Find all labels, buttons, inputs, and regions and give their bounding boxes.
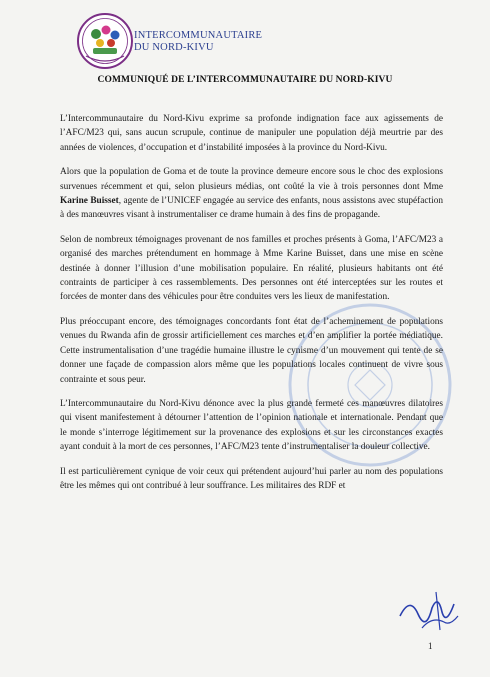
org-name-line2: DU NORD-KIVU: [134, 41, 214, 53]
org-name-line1: INTERCOMMUNAUTAIRE: [134, 30, 263, 41]
page-number: 1: [428, 641, 433, 651]
paragraph-1: L’Intercommunautaire du Nord-Kivu exprime sa profonde indignation face aux agissements de l’AFC/M23 qui, sans aucun scrupule, continue de manipuler une population déjà meurtrie par des années de violences, d’occupation et d’instabilité imposées à la province du Nord-Kivu.: [60, 114, 443, 153]
paragraph-4: Plus préoccupant encore, des témoignages concordants font état de l’acheminement de populations venues du Rwanda afin de grossir artificiellement ces marches et d’en amplifier la portée médiatique. Cette instrumentalisation d’une tragédie humaine illustre le cynisme d’un mouvement qui tente de se donner une façade de compassion alors même que les populations locales continuent de vivre sous contrainte et sous peur.: [60, 316, 443, 385]
document-title: COMMUNIQUÉ DE L’INTERCOMMUNAUTAIRE DU NORD-KIVU: [97, 75, 393, 85]
letterhead: [76, 10, 376, 72]
paragraph-2-part-a: Alors que la population de Goma et de toute la province demeure encore sous le choc des explosions survenues récemment et qui, selon plusieurs médias, ont coûté la vie à trois personnes dont Mme: [60, 167, 443, 192]
organization-name: [134, 30, 262, 53]
paragraph-6: Il est particulièrement cynique de voir ceux qui prétendent aujourd’hui parler au nom des populations être les mêmes qui ont contribué à leur souffrance. Les militaires des RDF et: [60, 466, 443, 491]
document-body: [60, 112, 443, 503]
handwritten-signature-icon: [392, 586, 462, 636]
paragraph-5: L’Intercommunautaire du Nord-Kivu dénonce avec la plus grande fermeté ces manœuvres dilatoires qui visent manifestement à détourner l’attention de l’opinion nationale et internationale. Pendant que le monde s’interroge légitimement sur la provenance des explosions et sur les circonstances exactes ayant conduit à la mort de ces personnes, l’AFC/M23 tente d’instrumentaliser la douleur collective.: [60, 398, 443, 453]
paragraph-2-part-b: , agente de l’UNICEF engagée au service des enfants, nous assistons avec stupéfaction à des manœuvres visant à instrumentaliser ce drame humain à des fins de propagande.: [60, 196, 443, 221]
paragraph-3: Selon de nombreux témoignages provenant de nos familles et proches présents à Goma, l’AFC/M23 a organisé des marches prétendument en hommage à Mme Karine Buisset, dans une mise en scène destinée à donner l’illusion d’une mobilisation populaire. En réalité, plusieurs habitants ont été contraints de participer à ces rassemblements. Des personnes ont été interceptées sur les routes et forcées de monter dans des véhicules pour être conduites vers les lieux de manifestation.: [60, 234, 443, 303]
intercommunautaire-logo-icon: [76, 12, 134, 70]
paragraph-2: [60, 165, 443, 223]
person-name: Karine Buisset: [60, 196, 119, 207]
